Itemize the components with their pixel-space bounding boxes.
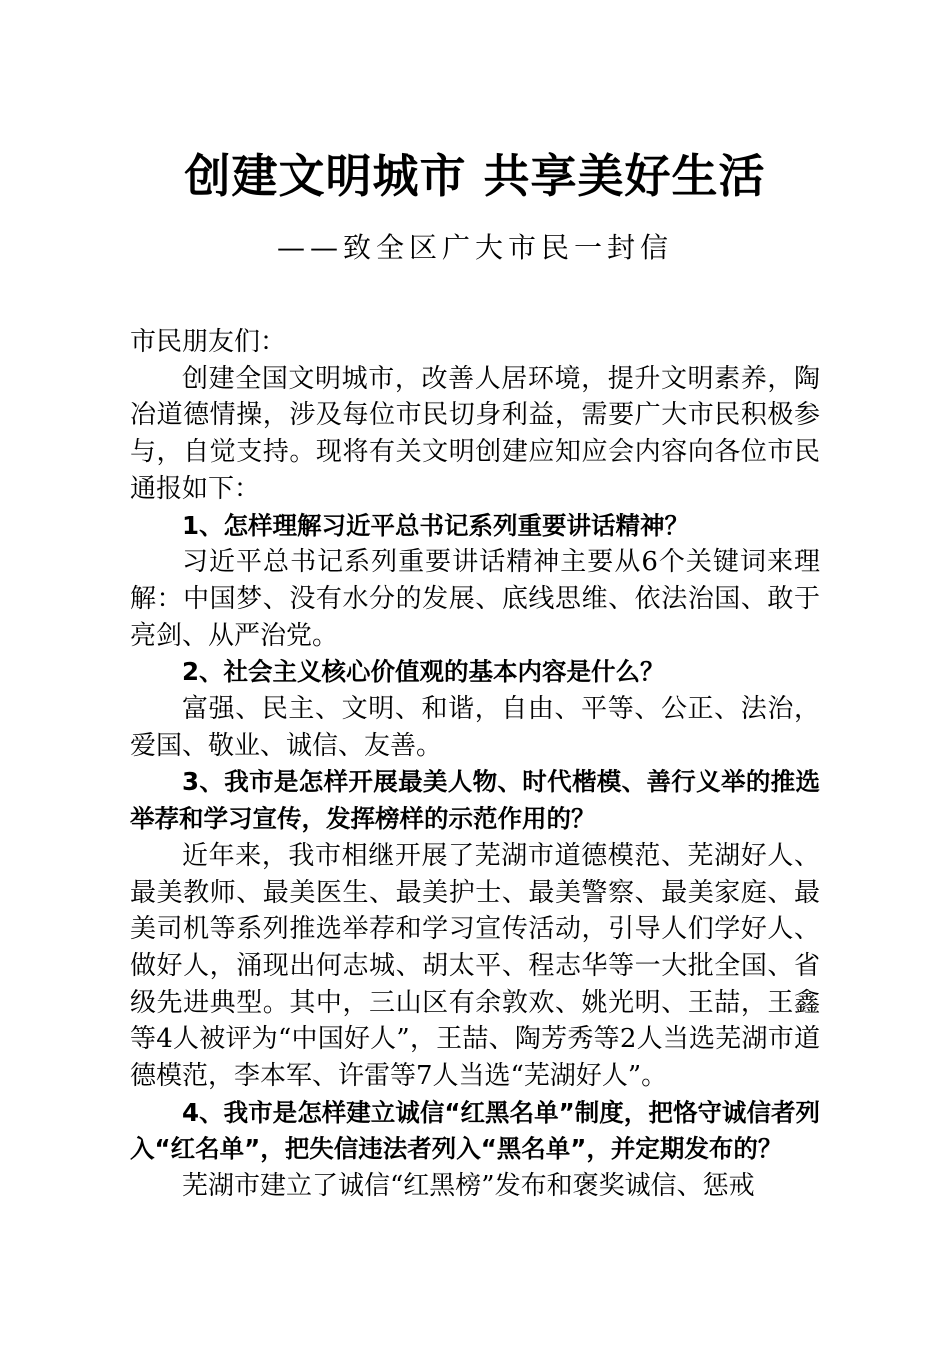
document-body	[130, 324, 820, 1205]
answer-1: 习近平总书记系列重要讲话精神主要从6个关键词来理解：中国梦、没有水分的发展、底线思维、依法治国、敢于亮剑、从严治党。	[130, 547, 820, 651]
question-3: 3、我市是怎样开展最美人物、时代楷模、善行义举的推选举荐和学习宣传，发挥榜样的示范作用的？	[130, 767, 820, 834]
answer-4: 芜湖市建立了诚信“红黑榜”发布和褒奖诚信、惩戒	[182, 1171, 755, 1202]
document-title: 创建文明城市 共享美好生活	[184, 149, 766, 203]
intro-paragraph: 创建全国文明城市，改善人居环境，提升文明素养，陶冶道德情操，涉及每位市民切身利益，需要广大市民积极参与，自觉支持。现将有关文明创建应知应会内容向各位市民通报如下：	[130, 363, 820, 504]
question-2: 2、社会主义核心价值观的基本内容是什么？	[182, 657, 665, 687]
question-1: 1、怎样理解习近平总书记系列重要讲话精神？	[182, 510, 690, 540]
document-subtitle: ——致全区广大市民一封信	[276, 231, 673, 264]
answer-3: 近年来，我市相继开展了芜湖市道德模范、芜湖好人、最美教师、最美医生、最美护士、最美警察、最美家庭、最美司机等系列推选举荐和学习宣传活动，引导人们学好人、做好人，涌现出何志城、胡太平、程志华等一大批全国、省级先进典型。其中，三山区有余敦欢、姚光明、王喆，王鑫等4人被评为“中国好人”，王喆、陶芳秀等2人当选芜湖市道德模范，李本军、许雷等7人当选“芜湖好人”。	[130, 840, 820, 1092]
answer-2: 富强、民主、文明、和谐，自由、平等、公正、法治，爱国、敬业、诚信、友善。	[130, 694, 820, 761]
question-4: 4、我市是怎样建立诚信“红黑名单”制度，把恪守诚信者列入“红名单”，把失信违法者列入“黑名单”，并定期发布的？	[130, 1097, 820, 1164]
greeting: 市民朋友们：	[130, 327, 287, 357]
